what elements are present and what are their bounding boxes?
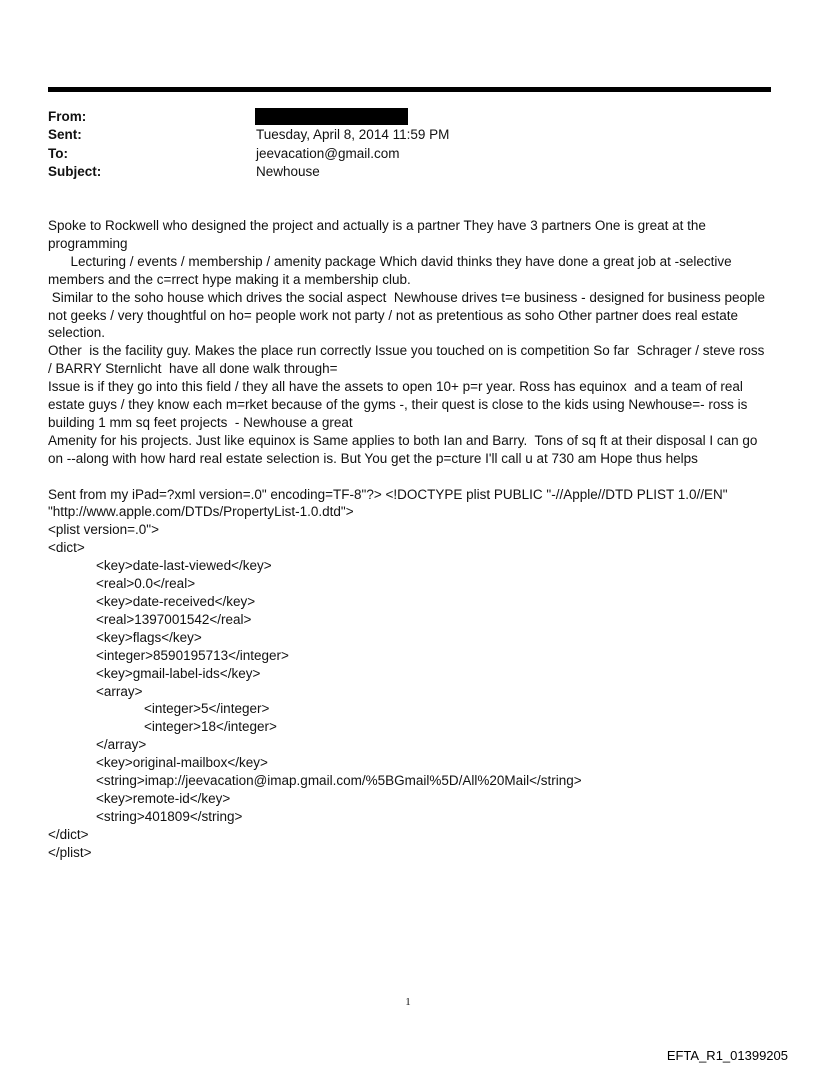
xml-line: <integer>5</integer> [144, 701, 270, 717]
page-number: 1 [405, 996, 411, 1008]
blank-line [48, 468, 760, 486]
header-rule [48, 87, 771, 92]
body-line: estate guys / they know each m=rket because of the gyms -, their quest is close to the kids using Newhouse=- ross is [48, 397, 748, 413]
xml-line: <real>0.0</real> [96, 576, 196, 592]
body-line: members and the c=rrect hype making it a membership club. [48, 271, 411, 287]
xml-line: <key>original-mailbox</key> [96, 755, 268, 771]
body-line: selection. [48, 325, 106, 341]
document-id: EFTA_R1_01399205 [666, 1048, 788, 1063]
body-line: Similar to the soho house which drives the social aspect Newhouse drives t=e business - designed for business people [48, 289, 766, 305]
body-line: programming [48, 235, 128, 251]
xml-line: <plist version=.0"> [48, 522, 159, 538]
email-header [48, 108, 748, 182]
xml-line: <integer>8590195713</integer> [96, 647, 289, 663]
sent-row [48, 126, 748, 144]
xml-line: </plist> [48, 844, 92, 860]
email-body [48, 217, 766, 862]
to-row [48, 145, 748, 163]
xml-line: <key>flags</key> [96, 629, 202, 645]
xml-line: <key>gmail-label-ids</key> [96, 665, 261, 681]
xml-line: Sent from my iPad=?xml version=.0" encoding=TF-8"?> <!DOCTYPE plist PUBLIC "-//Apple//DTD PLIST 1.0//EN" [48, 486, 728, 502]
xml-line: <array> [96, 683, 143, 699]
from-row [48, 108, 748, 126]
from-label: From: [48, 109, 87, 124]
body-line: Spoke to Rockwell who designed the project and actually is a partner They have 3 partners One is great at the [48, 218, 706, 233]
xml-line: <string>401809</string> [96, 808, 243, 824]
to-label: To: [48, 145, 68, 161]
sent-label: Sent: [48, 127, 82, 143]
body-line: building 1 mm sq feet projects - Newhouse a great [48, 414, 353, 430]
xml-line: <real>1397001542</real> [96, 611, 252, 627]
to-value: jeevacation@gmail.com [256, 145, 400, 161]
body-line: Lecturing / events / membership / amenity package Which david thinks they have done a great job at -selective [48, 253, 732, 269]
redaction-block [255, 108, 408, 125]
xml-line: <key>remote-id</key> [96, 790, 231, 806]
body-line: Amenity for his projects. Just like equinox is Same applies to both Ian and Barry. Tons of sq ft at their disposal I can go [48, 432, 758, 448]
xml-line: </dict> [48, 826, 89, 842]
xml-line: <dict> [48, 540, 85, 556]
body-line: not geeks / very thoughtful on ho= people work not party / not as pretentious as soho Other partner does real estate [48, 307, 739, 323]
xml-line: <integer>18</integer> [144, 719, 277, 735]
xml-line: <string>imap://jeevacation@imap.gmail.com/%5BGmail%5D/All%20Mail</string> [96, 773, 582, 789]
subject-row [48, 163, 748, 181]
xml-line: </array> [96, 737, 147, 753]
xml-line: <key>date-last-viewed</key> [96, 558, 272, 574]
body-line: Other is the facility guy. Makes the place run correctly Issue you touched on is competition So far Schrager / steve ross [48, 343, 765, 359]
body-line: / BARRY Sternlicht have all done walk through= [48, 361, 338, 377]
sent-value: Tuesday, April 8, 2014 11:59 PM [256, 127, 450, 143]
xml-line: <key>date-received</key> [96, 594, 256, 610]
xml-line: "http://www.apple.com/DTDs/PropertyList-1.0.dtd"> [48, 504, 354, 520]
body-line: Issue is if they go into this field / they all have the assets to open 10+ p=r year. Ross has equinox and a team of real [48, 379, 743, 395]
subject-value: Newhouse [256, 164, 320, 180]
body-line: on --along with how hard real estate selection is. But You get the p=cture I'll call u at 730 am Hope thus helps [48, 450, 698, 466]
subject-label: Subject: [48, 164, 102, 180]
